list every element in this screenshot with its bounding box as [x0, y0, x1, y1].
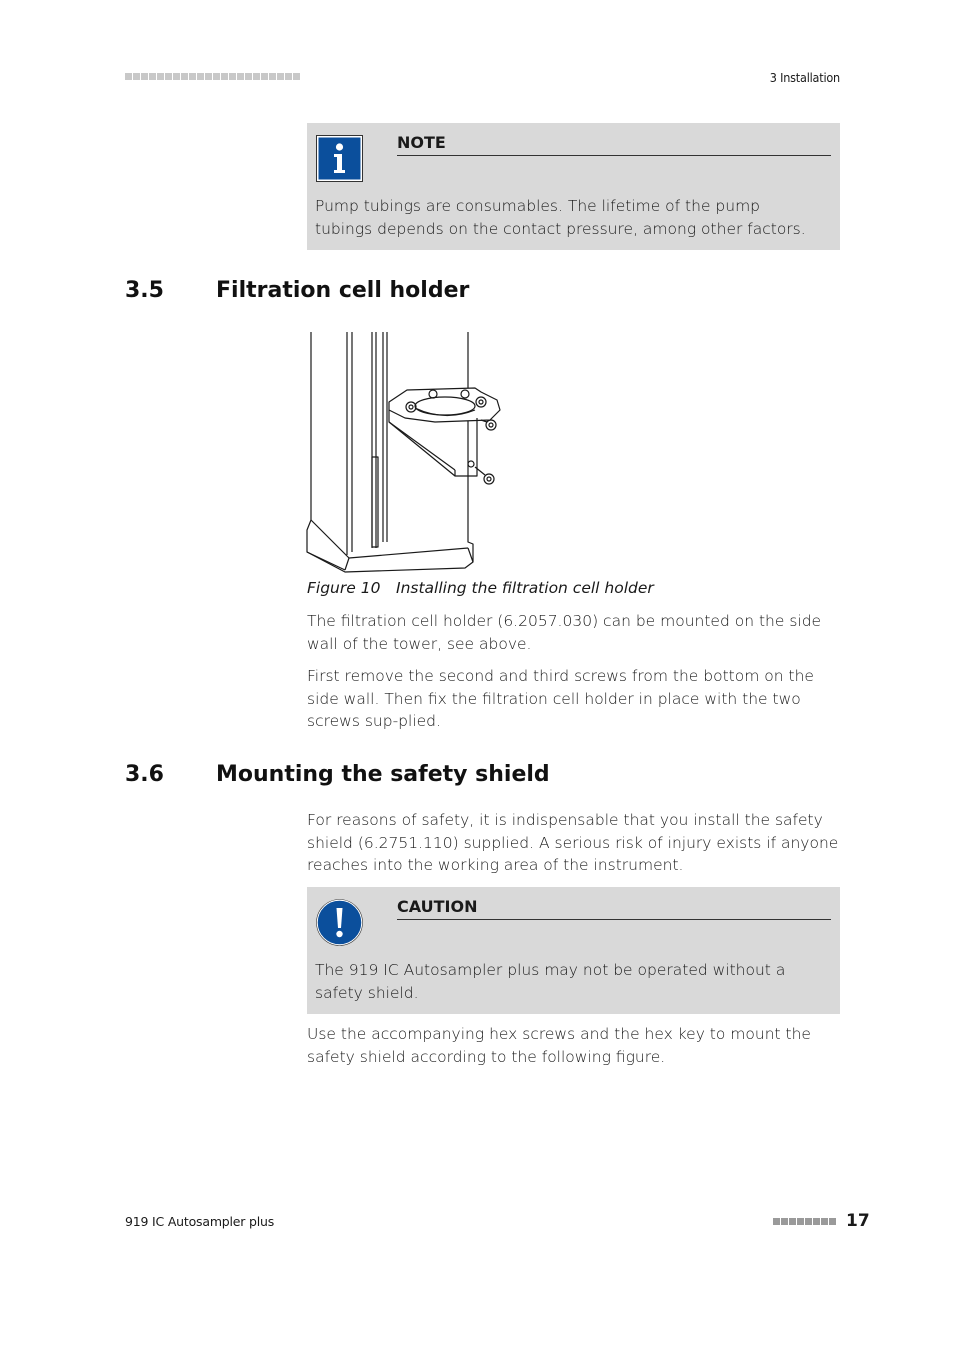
decorative-square — [261, 73, 268, 80]
decorative-square — [773, 1218, 780, 1225]
decorative-square — [125, 73, 132, 80]
decorative-square — [229, 73, 236, 80]
footer-decoration — [773, 1218, 836, 1225]
header-decoration — [125, 73, 300, 80]
decorative-square — [805, 1218, 812, 1225]
footer-product: 919 IC Autosampler plus — [125, 1214, 275, 1229]
decorative-square — [189, 73, 196, 80]
decorative-square — [821, 1218, 828, 1225]
paragraph-mount-steps: First remove the second and third screws from the bottom on the side wall. Then fix the filtration cell holder in place with the two screws sup-plied. — [307, 667, 814, 730]
decorative-square — [277, 73, 284, 80]
note-title: NOTE — [397, 133, 831, 156]
filtration-cell-holder-figure — [305, 330, 505, 579]
decorative-square — [205, 73, 212, 80]
section-title: Mounting the safety shield — [216, 762, 550, 787]
note-text: Pump tubings are consumables. The lifetime of the pump tubings depends on the contact pressure, among other factors. — [315, 197, 806, 238]
decorative-square — [813, 1218, 820, 1225]
decorative-square — [141, 73, 148, 80]
decorative-square — [829, 1218, 836, 1225]
figure-label: Figure 10 — [307, 579, 381, 597]
decorative-square — [253, 73, 260, 80]
decorative-square — [245, 73, 252, 80]
exclamation-icon — [316, 899, 363, 950]
decorative-square — [781, 1218, 788, 1225]
caution-box — [307, 887, 840, 1014]
decorative-square — [157, 73, 164, 80]
decorative-square — [293, 73, 300, 80]
decorative-square — [213, 73, 220, 80]
paragraph-hex-screws: Use the accompanying hex screws and the hex key to mount the safety shield according to the following figure. — [307, 1025, 811, 1066]
decorative-square — [285, 73, 292, 80]
decorative-square — [133, 73, 140, 80]
decorative-square — [269, 73, 276, 80]
paragraph-mount-location: The filtration cell holder (6.2057.030) can be mounted on the side wall of the tower, see above. — [307, 612, 822, 653]
page-number: 17 — [846, 1211, 870, 1231]
decorative-square — [173, 73, 180, 80]
figure-caption-text: Installing the filtration cell holder — [396, 579, 654, 597]
decorative-square — [221, 73, 228, 80]
info-icon — [316, 135, 363, 186]
section-title: Filtration cell holder — [216, 278, 470, 303]
decorative-square — [789, 1218, 796, 1225]
paragraph-safety-reason: For reasons of safety, it is indispensable that you install the safety shield (6.2751.110) supplied. A serious risk of injury exists if anyone reaches into the working area of the instrument. — [307, 811, 839, 874]
section-number: 3.6 — [125, 762, 164, 787]
caution-title: CAUTION — [397, 897, 831, 920]
section-number: 3.5 — [125, 278, 164, 303]
note-box — [307, 123, 840, 250]
decorative-square — [197, 73, 204, 80]
decorative-square — [165, 73, 172, 80]
decorative-square — [149, 73, 156, 80]
decorative-square — [181, 73, 188, 80]
caution-text: The 919 IC Autosampler plus may not be operated without a safety shield. — [315, 961, 786, 1002]
running-header: 3 Installation — [769, 70, 840, 85]
decorative-square — [237, 73, 244, 80]
decorative-square — [797, 1218, 804, 1225]
